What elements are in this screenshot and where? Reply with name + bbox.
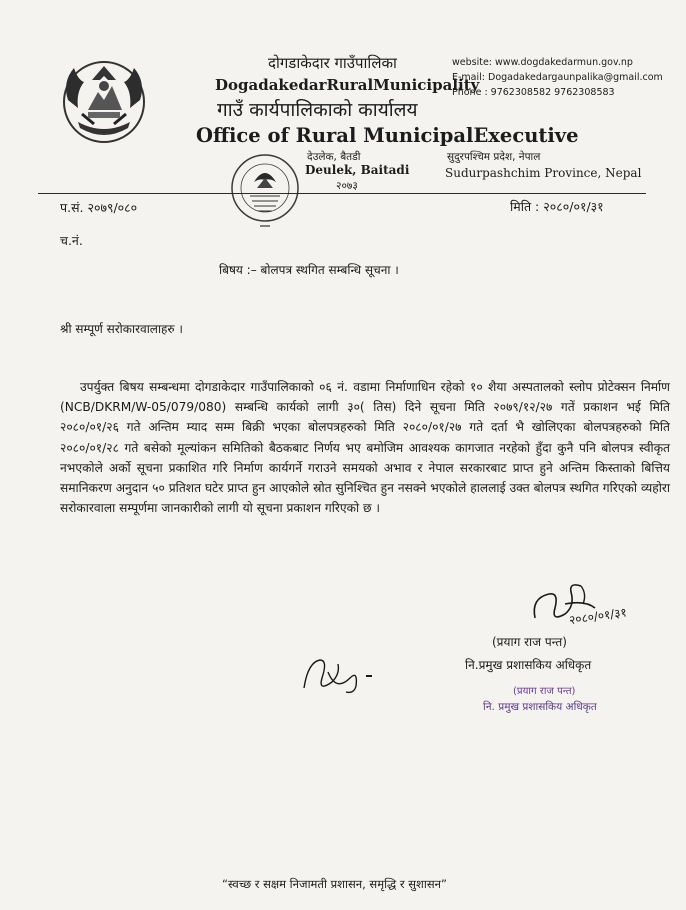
website-text: website: www.dogdakedarmun.gov.np — [452, 57, 633, 68]
address-en: Deulek, Baitadi — [305, 163, 410, 177]
footer-motto: “स्वच्छ र सक्षम निजामती प्रशासन, समृद्धि र सुशासन” — [222, 877, 447, 891]
header-divider — [38, 193, 646, 194]
letter-subject: बिषय :– बोलपत्र स्थगित सम्बन्धि सूचना । — [219, 263, 399, 277]
signatory-title: नि.प्रमुख प्रशासकिय अधिकृत — [465, 658, 592, 672]
reference-number: प.सं. २०७९/०८० — [60, 200, 138, 215]
office-name-np: दोगडाकेदार गाउँपालिका — [268, 54, 397, 72]
dispatch-number: च.नं. — [60, 233, 83, 248]
contact-block — [452, 55, 663, 100]
office-title-en: Office of Rural MunicipalExecutive — [196, 124, 579, 147]
email-text: E-mail: Dogadakedargaunpalika@gmail.com — [452, 72, 663, 83]
office-title-np: गाउँ कार्यपालिकाको कार्यालय — [217, 99, 418, 121]
name-stamp: (प्रयाग राज पन्त) — [513, 686, 576, 697]
body-paragraph: उपर्युक्त बिषय सम्बन्धमा दोगडाकेदार गाउँपालिकाको ०६ नं. वडामा निर्माणाधिन रहेको १० शैया अस्पतालको स्लोप प्रोटेक्सन निर्माण (NCB/DKRM/W-05/079/080) सम्बन्धि कार्यको लागी ३०( तिस) दिने सूचना मिति २०७९/१२/२७ गतें प्रकाशन भई मिति २०८०/०१/२६ गते अन्तिम म्याद सम्म बिक्री भएका बोलपत्रहरुको मिति २०८०/०१/२७ गते दर्ता भै खोलिएका बोलपत्रहरुको मिति २०८०/०१/२८ गते बसेको मूल्यांकन समितिको बैठकबाट निर्णय भए बमोजिम आवश्यक कागजात नरहेको हुँदा कुनै पनि बोलपत्र स्वीकृत नभएकोले अर्को सूचना प्रकाशित गरि निर्माण कार्यगर्ने गराउने समयको अभाव र नेपाल सरकारबाट प्राप्त हुने अन्तिम किस्ताको बित्तिय समानिकरण अनुदान ५० प्रतिशत घटेर प्राप्त हुन आएकोले स्रोत सुनिश्चित हुन नसक्ने भएकोले हाललाई उक्त बोलपत्र स्थगित गरिएको व्यहोरा सरोकारवाला सम्पूर्णमा जानकारीको लागी यो सूचना प्रकाशन गरिएको छ । — [60, 380, 670, 516]
province-en: Sudurpashchim Province, Nepal — [445, 166, 642, 180]
initials-scribble — [298, 652, 380, 696]
signatory-name: (प्रयाग राज पन्त) — [492, 635, 567, 649]
phone-text: Phone : 9762308582 9762308583 — [452, 87, 615, 98]
title-stamp: नि. प्रमुख प्रशासकिय अधिकृत — [483, 701, 597, 713]
letter-date: मिति : २०८०/०१/३१ — [510, 199, 604, 214]
office-name-en: DogadakedarRuralMunicipality — [215, 76, 480, 94]
province-np: सुदुरपश्चिम प्रदेश, नेपाल — [447, 151, 541, 163]
nepal-emblem-logo — [48, 52, 160, 152]
signature-date: २०८०/०१/३१ — [568, 605, 628, 628]
letter-body — [60, 377, 670, 518]
handwritten-signature — [525, 578, 645, 630]
address-np: देउलेक, बैतडी — [307, 151, 361, 163]
salutation: श्री सम्पूर्ण सरोकारवालाहरु । — [60, 322, 183, 336]
office-seal-stamp — [228, 148, 302, 232]
established-year: २०७३ — [336, 180, 358, 192]
